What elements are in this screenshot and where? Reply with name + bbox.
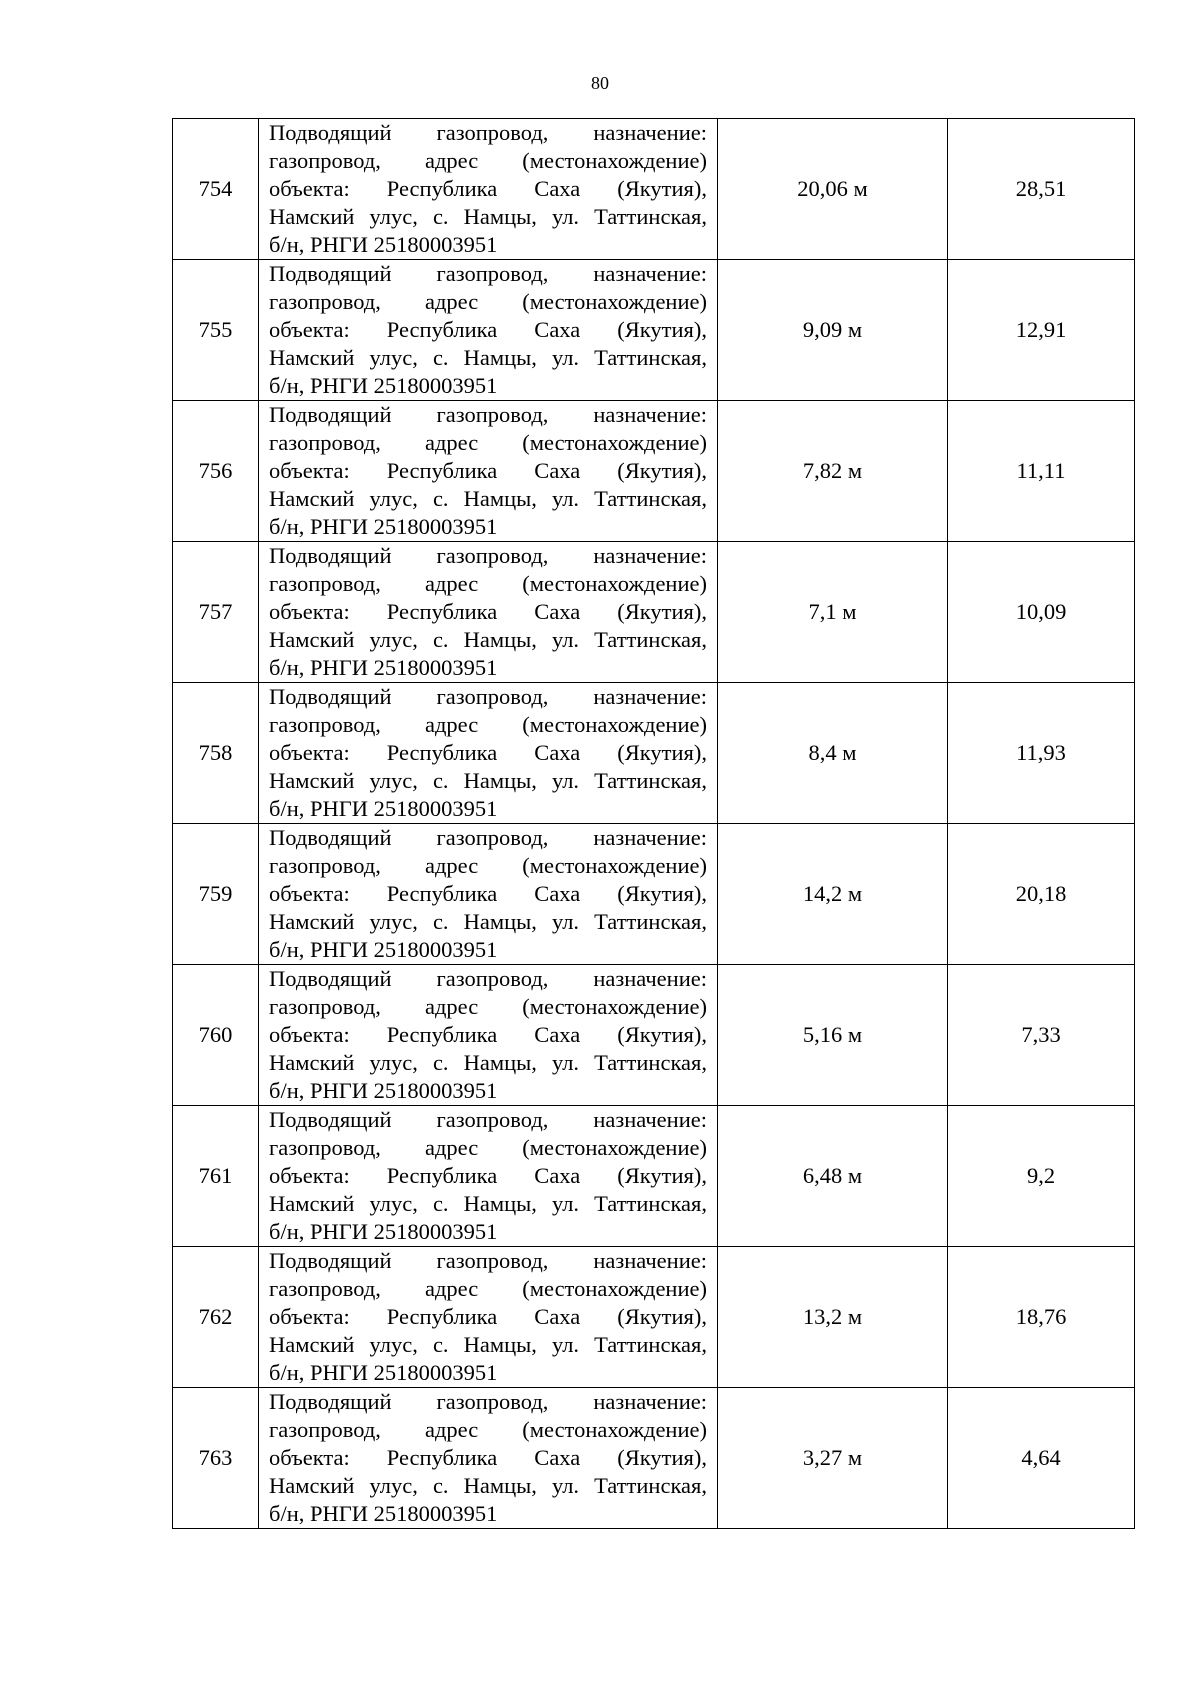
- description-line: б/н, РНГИ 25180003951: [269, 1078, 498, 1103]
- description-line: газопровод, адрес (местонахождение): [269, 712, 707, 737]
- length-cell: 13,2 м: [718, 1247, 948, 1388]
- description-line: объекта: Республика Саха (Якутия),: [269, 176, 707, 201]
- object-description-cell: [259, 824, 718, 965]
- description-line: б/н, РНГИ 25180003951: [269, 1219, 498, 1244]
- description-line: Намский улус, с. Намцы, ул. Таттинская,: [269, 486, 707, 511]
- object-description-cell: [259, 683, 718, 824]
- length-cell: 3,27 м: [718, 1388, 948, 1529]
- table-row: [173, 401, 1135, 542]
- description-line: Подводящий газопровод, назначение:: [269, 543, 707, 568]
- object-description-cell: [259, 542, 718, 683]
- description-line: газопровод, адрес (местонахождение): [269, 1417, 707, 1442]
- object-description-cell: [259, 1106, 718, 1247]
- row-number-cell: 756: [173, 401, 259, 542]
- value-cell: 10,09: [948, 542, 1135, 683]
- registry-table: [172, 118, 1135, 1529]
- description-line: объекта: Республика Саха (Якутия),: [269, 1022, 707, 1047]
- description-line: Намский улус, с. Намцы, ул. Таттинская,: [269, 1332, 707, 1357]
- description-line: объекта: Республика Саха (Якутия),: [269, 881, 707, 906]
- table-row: [173, 683, 1135, 824]
- description-line: б/н, РНГИ 25180003951: [269, 373, 498, 398]
- value-cell: 7,33: [948, 965, 1135, 1106]
- value-cell: 11,11: [948, 401, 1135, 542]
- page-number: 80: [591, 73, 609, 93]
- object-description-cell: [259, 119, 718, 260]
- row-number-cell: 755: [173, 260, 259, 401]
- length-cell: 9,09 м: [718, 260, 948, 401]
- value-cell: 18,76: [948, 1247, 1135, 1388]
- description-line: Подводящий газопровод, назначение:: [269, 966, 707, 991]
- object-description-cell: [259, 1247, 718, 1388]
- table-row: [173, 260, 1135, 401]
- description-line: Подводящий газопровод, назначение:: [269, 120, 707, 145]
- value-cell: 28,51: [948, 119, 1135, 260]
- description-line: газопровод, адрес (местонахождение): [269, 853, 707, 878]
- table-row: [173, 1388, 1135, 1529]
- description-line: газопровод, адрес (местонахождение): [269, 1276, 707, 1301]
- row-number-cell: 762: [173, 1247, 259, 1388]
- description-line: Подводящий газопровод, назначение:: [269, 684, 707, 709]
- object-description-cell: [259, 965, 718, 1106]
- object-description-cell: [259, 260, 718, 401]
- description-line: Намский улус, с. Намцы, ул. Таттинская,: [269, 1191, 707, 1216]
- description-line: газопровод, адрес (местонахождение): [269, 289, 707, 314]
- row-number-cell: 763: [173, 1388, 259, 1529]
- description-line: Намский улус, с. Намцы, ул. Таттинская,: [269, 345, 707, 370]
- length-cell: 5,16 м: [718, 965, 948, 1106]
- description-line: объекта: Республика Саха (Якутия),: [269, 599, 707, 624]
- description-line: объекта: Республика Саха (Якутия),: [269, 1163, 707, 1188]
- description-line: Подводящий газопровод, назначение:: [269, 1107, 707, 1132]
- value-cell: 20,18: [948, 824, 1135, 965]
- description-line: объекта: Республика Саха (Якутия),: [269, 740, 707, 765]
- table-row: [173, 1247, 1135, 1388]
- description-line: Намский улус, с. Намцы, ул. Таттинская,: [269, 768, 707, 793]
- table-row: [173, 1106, 1135, 1247]
- registry-table-body: [173, 119, 1135, 1529]
- description-line: Подводящий газопровод, назначение:: [269, 825, 707, 850]
- row-number-cell: 760: [173, 965, 259, 1106]
- description-line: газопровод, адрес (местонахождение): [269, 571, 707, 596]
- description-line: Намский улус, с. Намцы, ул. Таттинская,: [269, 204, 707, 229]
- description-line: б/н, РНГИ 25180003951: [269, 1501, 498, 1526]
- description-line: б/н, РНГИ 25180003951: [269, 655, 498, 680]
- table-row: [173, 119, 1135, 260]
- length-cell: 7,1 м: [718, 542, 948, 683]
- description-line: Намский улус, с. Намцы, ул. Таттинская,: [269, 1473, 707, 1498]
- description-line: Намский улус, с. Намцы, ул. Таттинская,: [269, 1050, 707, 1075]
- description-line: Подводящий газопровод, назначение:: [269, 1248, 707, 1273]
- description-line: газопровод, адрес (местонахождение): [269, 430, 707, 455]
- table-row: [173, 542, 1135, 683]
- description-line: объекта: Республика Саха (Якутия),: [269, 458, 707, 483]
- description-line: объекта: Республика Саха (Якутия),: [269, 1304, 707, 1329]
- value-cell: 4,64: [948, 1388, 1135, 1529]
- description-line: газопровод, адрес (местонахождение): [269, 994, 707, 1019]
- length-cell: 14,2 м: [718, 824, 948, 965]
- row-number-cell: 759: [173, 824, 259, 965]
- length-cell: 7,82 м: [718, 401, 948, 542]
- row-number-cell: 754: [173, 119, 259, 260]
- length-cell: 6,48 м: [718, 1106, 948, 1247]
- value-cell: 12,91: [948, 260, 1135, 401]
- description-line: б/н, РНГИ 25180003951: [269, 796, 498, 821]
- description-line: Подводящий газопровод, назначение:: [269, 402, 707, 427]
- value-cell: 11,93: [948, 683, 1135, 824]
- row-number-cell: 757: [173, 542, 259, 683]
- object-description-cell: [259, 401, 718, 542]
- description-line: б/н, РНГИ 25180003951: [269, 1360, 498, 1385]
- table-row: [173, 824, 1135, 965]
- row-number-cell: 758: [173, 683, 259, 824]
- row-number-cell: 761: [173, 1106, 259, 1247]
- description-line: Подводящий газопровод, назначение:: [269, 1389, 707, 1414]
- description-line: газопровод, адрес (местонахождение): [269, 148, 707, 173]
- description-line: газопровод, адрес (местонахождение): [269, 1135, 707, 1160]
- length-cell: 8,4 м: [718, 683, 948, 824]
- description-line: Намский улус, с. Намцы, ул. Таттинская,: [269, 627, 707, 652]
- object-description-cell: [259, 1388, 718, 1529]
- description-line: Подводящий газопровод, назначение:: [269, 261, 707, 286]
- length-cell: 20,06 м: [718, 119, 948, 260]
- description-line: объекта: Республика Саха (Якутия),: [269, 317, 707, 342]
- description-line: б/н, РНГИ 25180003951: [269, 937, 498, 962]
- value-cell: 9,2: [948, 1106, 1135, 1247]
- description-line: б/н, РНГИ 25180003951: [269, 232, 498, 257]
- table-row: [173, 965, 1135, 1106]
- description-line: объекта: Республика Саха (Якутия),: [269, 1445, 707, 1470]
- description-line: Намский улус, с. Намцы, ул. Таттинская,: [269, 909, 707, 934]
- description-line: б/н, РНГИ 25180003951: [269, 514, 498, 539]
